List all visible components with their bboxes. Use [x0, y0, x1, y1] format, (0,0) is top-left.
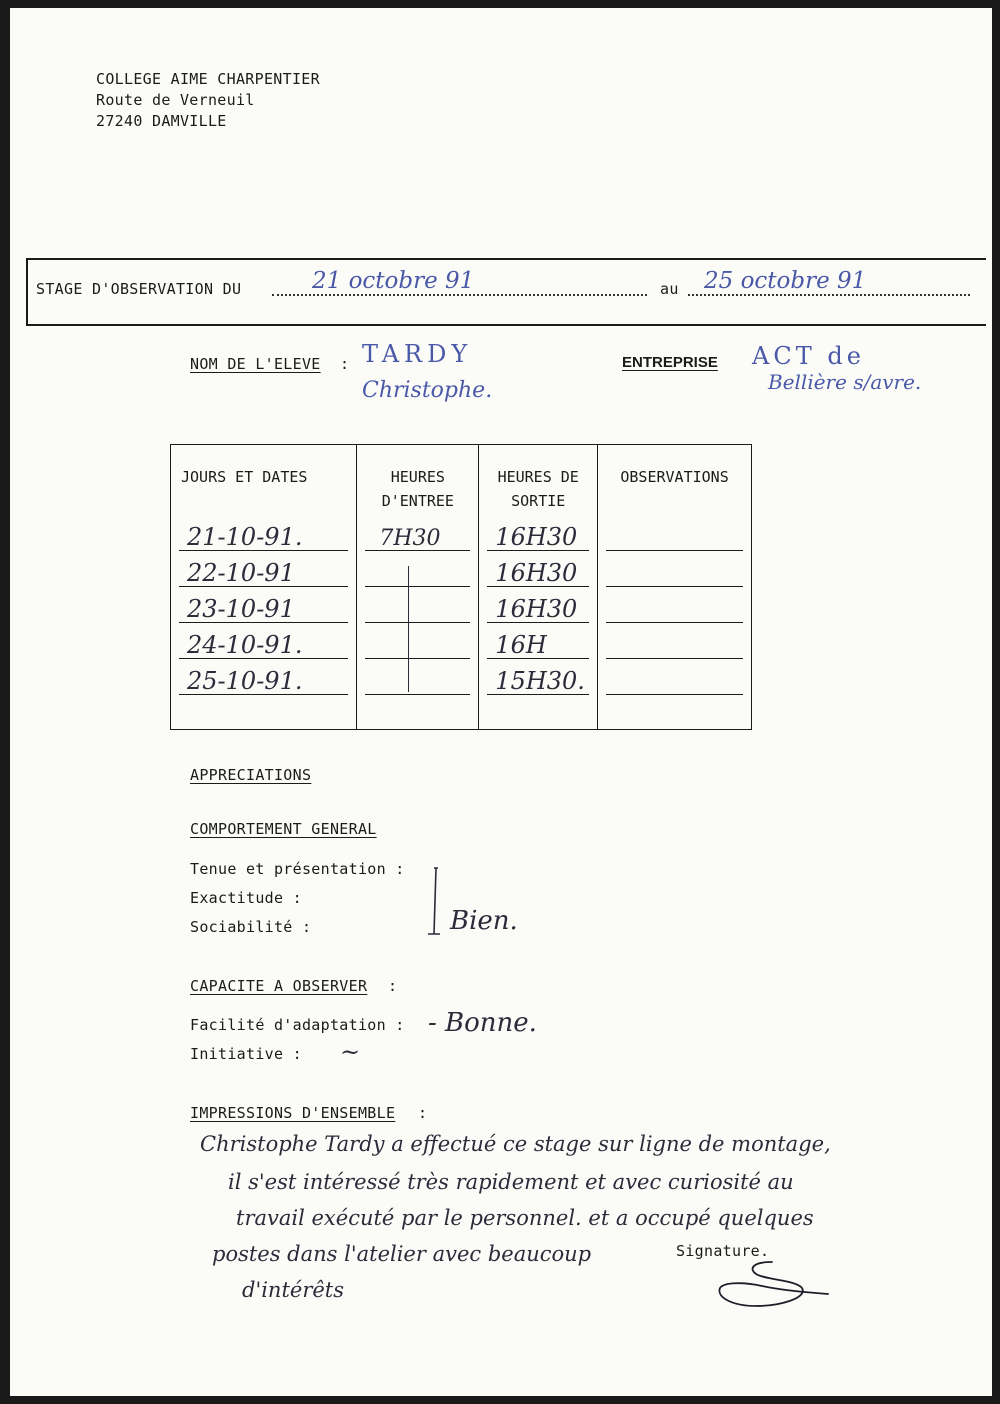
col-header-entry-time: HEURES D'ENTREE: [381, 468, 454, 510]
row-date: 25-10-91.: [187, 667, 303, 695]
signature-scribble: [710, 1258, 840, 1318]
impressions-colon: :: [418, 1104, 428, 1122]
facilite-label: Facilité d'adaptation :: [190, 1016, 405, 1034]
table-row: [171, 519, 752, 555]
capacite-colon: :: [388, 977, 398, 995]
school-name: COLLEGE AIME CHARPENTIER: [96, 70, 320, 88]
impressions-line: Christophe Tardy a effectué ce stage sur ligne de montage,: [200, 1132, 831, 1156]
company-label: ENTREPRISE: [622, 354, 718, 371]
student-name-label: NOM DE L'ELEVE: [190, 355, 321, 373]
student-firstname: Christophe.: [362, 378, 493, 403]
impressions-title: IMPRESSIONS D'ENSEMBLE: [190, 1104, 396, 1122]
school-street: Route de Verneuil: [96, 91, 255, 109]
row-exit-time: 16H: [495, 631, 547, 659]
impressions-line: postes dans l'atelier avec beaucoup: [212, 1242, 592, 1266]
col-header-observations: OBSERVATIONS: [620, 468, 729, 486]
attendance-table: [170, 444, 752, 730]
tenue-label: Tenue et présentation :: [190, 860, 405, 878]
bracket-mark: [422, 864, 444, 938]
comportement-title: COMPORTEMENT GENERAL: [190, 820, 377, 838]
ditto-stroke: [408, 566, 409, 692]
initiative-value: ~: [340, 1038, 361, 1066]
student-surname: TARDY: [362, 340, 473, 368]
row-date: 23-10-91: [187, 595, 295, 623]
stage-to-dotted-line: [688, 294, 970, 296]
table-header-row: [171, 445, 752, 520]
stage-from-date: 21 octobre 91: [312, 268, 475, 294]
row-exit-time: 16H30: [495, 523, 578, 551]
capacite-title: CAPACITE A OBSERVER: [190, 977, 368, 995]
table-row: [171, 591, 752, 627]
col-header-days: JOURS ET DATES: [181, 468, 308, 486]
row-exit-time: 15H30.: [495, 667, 585, 695]
table-row: [171, 663, 752, 699]
sociabilite-label: Sociabilité :: [190, 918, 312, 936]
company-name: ACT de: [752, 342, 865, 370]
table-empty-row: [171, 699, 752, 730]
row-date: 24-10-91.: [187, 631, 303, 659]
comportement-value: Bien.: [450, 906, 518, 936]
impressions-line: il s'est intéressé très rapidement et avec curiosité au: [228, 1170, 794, 1194]
impressions-line: travail exécuté par le personnel. et a occupé quelques: [236, 1206, 814, 1230]
row-exit-time: 16H30: [495, 595, 578, 623]
company-place: Bellière s/avre.: [768, 370, 922, 394]
stage-label: STAGE D'OBSERVATION DU: [36, 280, 242, 298]
impressions-line: d'intérêts: [242, 1278, 345, 1302]
stage-to-label: au: [660, 280, 679, 298]
stage-from-dotted-line: [272, 294, 647, 296]
table-row: [171, 555, 752, 591]
form-page: [10, 8, 992, 1396]
row-entry-time: 7H30: [379, 526, 441, 551]
col-header-exit-time: HEURES DE SORTIE: [497, 468, 579, 510]
school-city: 27240 DAMVILLE: [96, 112, 227, 130]
stage-to-date: 25 octobre 91: [704, 268, 867, 294]
table-row: [171, 627, 752, 663]
row-date: 22-10-91: [187, 559, 295, 587]
exactitude-label: Exactitude :: [190, 889, 302, 907]
appreciations-title: APPRECIATIONS: [190, 766, 312, 784]
row-date: 21-10-91.: [187, 523, 303, 551]
student-name-colon: :: [340, 355, 350, 373]
signature-label: Signature.: [676, 1242, 770, 1260]
row-exit-time: 16H30: [495, 559, 578, 587]
facilite-value: - Bonne.: [428, 1008, 537, 1038]
initiative-label: Initiative :: [190, 1045, 302, 1063]
